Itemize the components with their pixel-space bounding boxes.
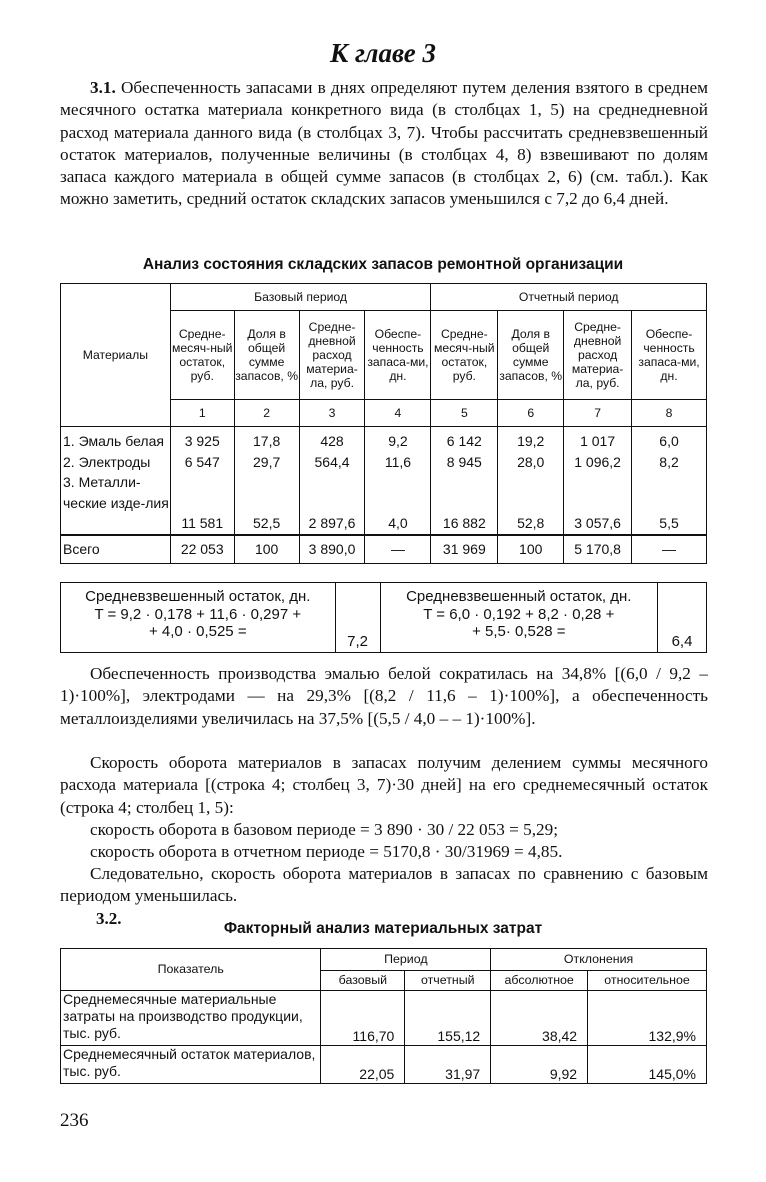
- cell-value: 52,5: [253, 515, 281, 531]
- cell-value: 1 017: [580, 433, 616, 449]
- paragraph-conclusion: Следовательно, скорость оборота материалов в запасах по сравнению с базовым периодом уменьшилась.: [60, 864, 708, 906]
- factor-analysis-table: [60, 948, 707, 1084]
- total-value: —: [365, 535, 431, 564]
- cell-value: 11,6: [384, 453, 412, 470]
- section-3-2: 3.2.: [96, 909, 122, 928]
- table-row: [61, 427, 707, 535]
- report-formula: [380, 583, 658, 653]
- cell-value: 3 925: [184, 433, 220, 449]
- cell-value: 4,0: [388, 515, 408, 531]
- total-value: 3 890,0: [299, 535, 365, 564]
- table3-caption: Факторный анализ материальных затрат: [223, 920, 543, 937]
- column-number: 6: [498, 400, 564, 427]
- cell-value: 19,2: [517, 433, 545, 449]
- column-number: 7: [564, 400, 632, 427]
- cell-value: 29,7: [253, 453, 281, 470]
- cell-value: 132,9%: [588, 991, 707, 1046]
- column-number: 5: [431, 400, 498, 427]
- total-value: 100: [234, 535, 299, 564]
- subheader: относительное: [588, 971, 707, 991]
- cell-col4: [365, 427, 431, 535]
- header-period: Период: [321, 949, 491, 971]
- cell-value: 3 057,6: [574, 515, 621, 531]
- cell-value: 6 142: [446, 433, 482, 449]
- cell-value: 28,0: [517, 453, 545, 470]
- material-names: [61, 427, 171, 535]
- indicator-name: Среднемесячный остаток материалов, тыс. руб.: [61, 1046, 321, 1084]
- cell-value: 52,8: [517, 515, 545, 531]
- cell-value: 1 096,2: [574, 453, 621, 470]
- cell-value: 6,0: [659, 433, 679, 449]
- cell-value: 38,42: [491, 991, 588, 1046]
- header-base-period: Базовый период: [170, 284, 431, 311]
- material-name: 2. Электроды: [63, 453, 151, 470]
- formula-line: + 4,0 · 0,525 =: [149, 623, 247, 640]
- turnover-base: скорость оборота в базовом периоде = 3 890 · 30 / 22 053 = 5,29;: [90, 820, 558, 839]
- cell-col7: [564, 427, 632, 535]
- formula-title: Средневзвешенный остаток, дн.: [406, 588, 632, 605]
- subheader: Средне-дневной расход материа-ла, руб.: [564, 311, 632, 400]
- col-materials: Материалы: [61, 284, 171, 427]
- cell-col3: [299, 427, 365, 535]
- formula-line: T = 9,2 · 0,178 + 11,6 · 0,297 +: [94, 605, 302, 623]
- subheader: Средне-месяч-ный остаток, руб.: [170, 311, 234, 400]
- total-value: 31 969: [431, 535, 498, 564]
- cell-value: 155,12: [405, 991, 491, 1046]
- paragraph-text: Обеспеченность запасами в днях определяют путем деления взятого в среднем месячного остатка материала конкретного вида (в столбцах 1, 5) на среднедневной расход материала данного вида (в столбцах 3, 7). Чтобы рассчитать средневзвешенный остаток материалов, полученные величины (в столбцах 4, 8) взвешивают по долям запаса каждого материала в общей сумме запасов (в столбцах 2, 6) (см. табл.). Как можно заметить, средний остаток складских запасов уменьшился с 7,2 до 6,4 дней.: [60, 78, 708, 209]
- cell-value: 428: [320, 433, 344, 449]
- cell-value: 31,97: [405, 1046, 491, 1084]
- subheader: абсолютное: [491, 971, 588, 991]
- subheader: базовый: [321, 971, 405, 991]
- cell-value: 9,2: [388, 433, 408, 449]
- cell-col1: [170, 427, 234, 535]
- indicator-name: Среднемесячные материальные затраты на производство продукции, тыс. руб.: [61, 991, 321, 1046]
- cell-col2: [234, 427, 299, 535]
- total-value: 100: [498, 535, 564, 564]
- subheader: Средне-дневной расход материа-ла, руб.: [299, 311, 365, 400]
- turnover-report: скорость оборота в отчетном периоде = 5170,8 · 30/31969 = 4,85.: [90, 842, 563, 861]
- cell-value: 2 897,6: [308, 515, 356, 531]
- header-deviation: Отклонения: [491, 949, 707, 971]
- total-row: [61, 535, 707, 564]
- column-number: 4: [365, 400, 431, 427]
- cell-value: 8,2: [659, 453, 679, 470]
- total-label: Всего: [61, 535, 171, 564]
- base-formula: [61, 583, 336, 653]
- subheader: Доля в общей сумме запасов, %: [498, 311, 564, 400]
- col-indicator: Показатель: [61, 949, 321, 991]
- formula-line: T = 6,0 · 0,192 + 8,2 · 0,28 +: [423, 605, 615, 623]
- material-name: 3. Металли-ческие изде-лия: [63, 474, 169, 511]
- paragraph-3-1: [60, 77, 708, 211]
- table-row: [61, 1046, 707, 1084]
- total-value: 22 053: [170, 535, 234, 564]
- report-result: 6,4: [658, 583, 707, 653]
- weighted-stock-table: [60, 582, 707, 653]
- cell-col6: [498, 427, 564, 535]
- cell-value: 17,8: [253, 433, 281, 449]
- stock-analysis-table: [60, 283, 707, 564]
- section-number: 3.1.: [90, 78, 116, 97]
- chapter-title: К главе 3: [330, 38, 436, 68]
- column-number: 2: [234, 400, 299, 427]
- header-report-period: Отчетный период: [431, 284, 707, 311]
- page-number: 236: [60, 1110, 89, 1131]
- cell-value: 564,4: [314, 453, 350, 470]
- cell-value: 8 945: [446, 453, 482, 470]
- cell-col5: [431, 427, 498, 535]
- paragraph-provision: Обеспеченность производства эмалью белой сократилась на 34,8% [(6,0 / 9,2 – 1)·100%], электродами — на 29,3% [(8,2 / 11,6 – 1)·100%], а обеспеченность металлоизделиями увеличилась на 37,5% [(5,5 / 4,0 – – 1)·100%].: [60, 664, 708, 728]
- base-result: 7,2: [335, 583, 380, 653]
- subheader: Обеспе-ченность запаса-ми, дн.: [365, 311, 431, 400]
- table1-caption: Анализ состояния складских запасов ремонтной организации: [142, 256, 624, 273]
- cell-value: 5,5: [659, 515, 679, 531]
- paragraph-turnover: Скорость оборота материалов в запасах получим делением суммы месячного расхода материала [(строка 4; столбец 3, 7)·30 дней] на его среднемесячный остаток (строка 4; столбец 1, 5):: [60, 753, 708, 817]
- column-number: 1: [170, 400, 234, 427]
- cell-value: 116,70: [321, 991, 405, 1046]
- formula-line: + 5,5· 0,528 =: [472, 623, 566, 640]
- table-row: [61, 991, 707, 1046]
- subheader: Доля в общей сумме запасов, %: [234, 311, 299, 400]
- cell-col8: [632, 427, 707, 535]
- total-value: 5 170,8: [564, 535, 632, 564]
- subheader: отчетный: [405, 971, 491, 991]
- column-number: 8: [632, 400, 707, 427]
- subheader: Средне-месяч-ный остаток, руб.: [431, 311, 498, 400]
- cell-value: 9,92: [491, 1046, 588, 1084]
- cell-value: 22,05: [321, 1046, 405, 1084]
- formula-title: Средневзвешенный остаток, дн.: [85, 588, 311, 605]
- cell-value: 145,0%: [588, 1046, 707, 1084]
- cell-value: 16 882: [442, 515, 486, 531]
- cell-value: 6 547: [184, 453, 220, 470]
- cell-value: 11 581: [181, 515, 224, 531]
- total-value: —: [632, 535, 707, 564]
- subheader: Обеспе-ченность запаса-ми, дн.: [632, 311, 707, 400]
- material-name: 1. Эмаль белая: [63, 433, 164, 449]
- column-number: 3: [299, 400, 365, 427]
